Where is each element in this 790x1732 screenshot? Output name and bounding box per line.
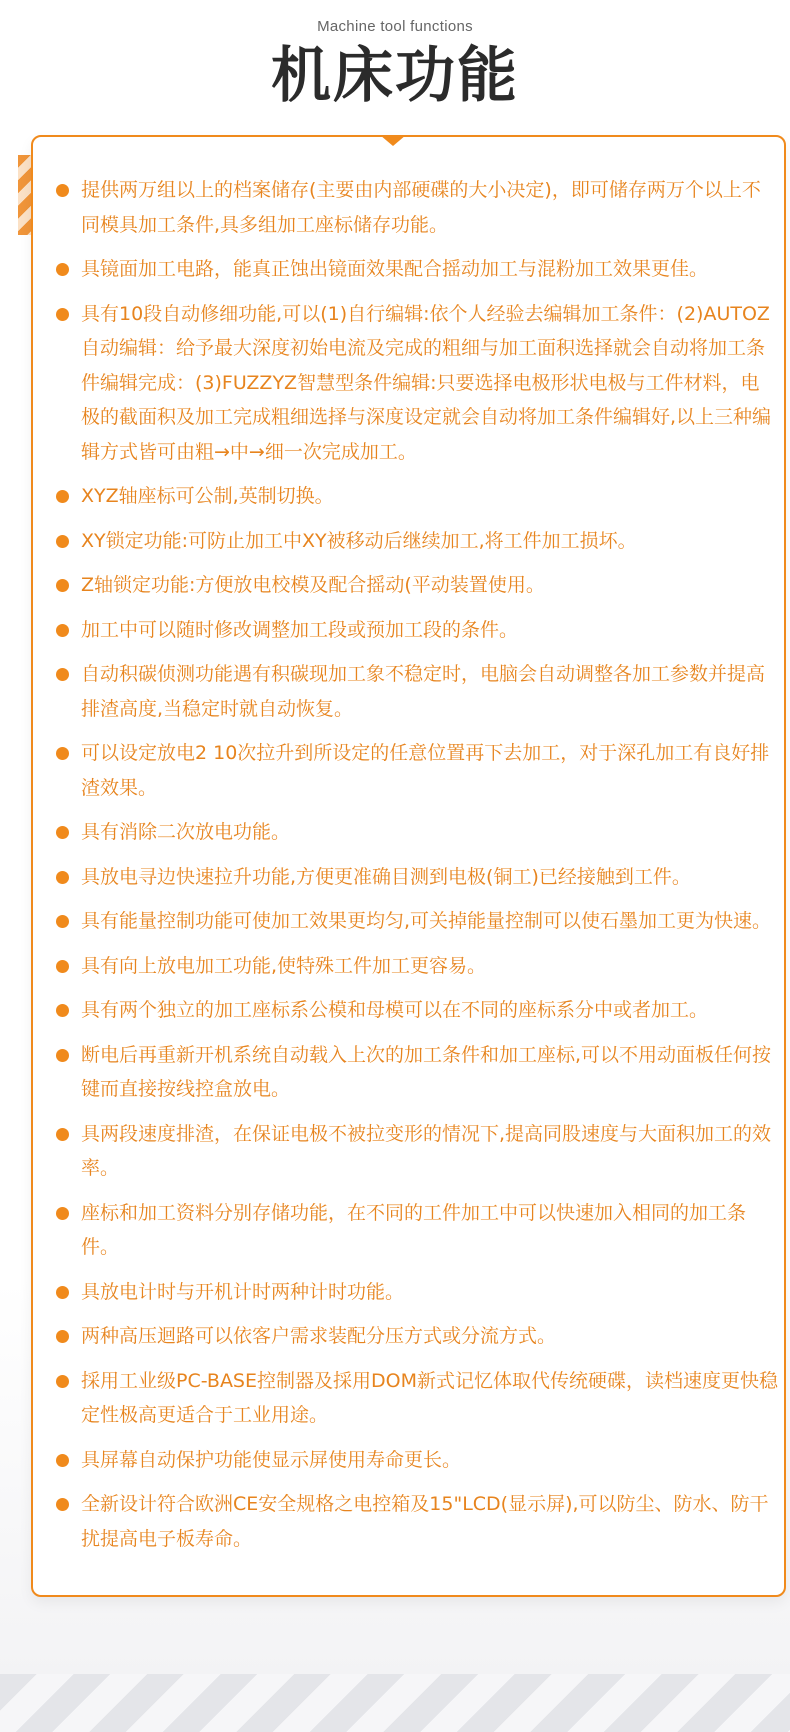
feature-text: 具有向上放电加工功能,使特殊工件加工更容易。	[81, 954, 487, 977]
bullet-dot-icon	[56, 1049, 69, 1062]
feature-item	[33, 1487, 784, 1556]
bullet-dot-icon	[56, 1207, 69, 1220]
bullet-dot-icon	[56, 184, 69, 197]
feature-text: 提供两万组以上的档案储存(主要由内部硬碟的大小决定)，即可储存两万个以上不同模具加工条件,具多组加工座标储存功能。	[81, 179, 761, 236]
section-subtitle: Machine tool functions	[317, 18, 473, 35]
feature-text: 断电后再重新开机系统自动载入上次的加工条件和加工座标,可以不用动面板任何按键而直接按线控盒放电。	[81, 1043, 772, 1100]
feature-item	[33, 252, 784, 287]
bullet-dot-icon	[56, 1330, 69, 1343]
bullet-dot-icon	[56, 668, 69, 681]
footer-stripes	[0, 1674, 790, 1732]
section-title: 机床功能	[271, 41, 519, 111]
feature-text: 具镜面加工电路，能真正蚀出镜面效果配合摇动加工与混粉加工效果更佳。	[81, 258, 709, 280]
feature-text: 可以设定放电2 10次拉升到所设定的任意位置再下去加工，对于深孔加工有良好排渣效果。	[81, 742, 770, 799]
feature-text: 具两段速度排渣，在保证电极不被拉变形的情况下,提高同股速度与大面积加工的效率。	[81, 1122, 772, 1179]
bullet-dot-icon	[56, 747, 69, 760]
feature-text: 具有10段自动修细功能,可以(1)自行编辑:依个人经验去编辑加工条件：(2)AUTOZ自动编辑：给予最大深度初始电流及完成的粗细与加工面积选择就会自动将加工条件编辑完成：(3)FUZZYZ智慧型条件编辑:只要选择电极形状电极与工件材料，电极的截面积及加工完成粗细选择与深度设定就会自动将加工条件编辑好,以上三种编辑方式皆可由粗→中→细一次完成加工。	[81, 302, 772, 463]
feature-item	[33, 1038, 784, 1107]
feature-text: 具放电寻边快速拉升功能,方便更准确目测到电极(铜工)已经接触到工件。	[81, 865, 691, 888]
feature-text: Z轴锁定功能:方便放电校模及配合摇动(平动装置使用。	[81, 574, 545, 596]
feature-text: 具有两个独立的加工座标系公模和母模可以在不同的座标系分中或者加工。	[81, 999, 709, 1021]
bullet-dot-icon	[56, 1454, 69, 1467]
feature-text: 具有消除二次放电功能。	[81, 821, 291, 843]
bullet-dot-icon	[56, 1375, 69, 1388]
feature-item	[33, 1117, 784, 1186]
bullet-dot-icon	[56, 960, 69, 973]
bullet-dot-icon	[56, 579, 69, 592]
feature-item	[33, 860, 784, 895]
feature-item	[33, 524, 784, 559]
feature-item	[33, 949, 784, 984]
bullet-dot-icon	[56, 871, 69, 884]
feature-item	[33, 904, 784, 939]
bullet-dot-icon	[56, 1128, 69, 1141]
bullet-dot-icon	[56, 1286, 69, 1299]
feature-text: 採用工业级PC-BASE控制器及採用DOM新式记忆体取代传统硬碟，读档速度更快稳定性极高更适合于工业用途。	[81, 1369, 778, 1426]
feature-item	[33, 173, 784, 242]
feature-item	[33, 1275, 784, 1310]
card-notch-icon	[380, 135, 406, 146]
feature-item	[33, 1364, 784, 1433]
feature-text: 加工中可以随时修改调整加工段或预加工段的条件。	[81, 618, 519, 641]
feature-text: 两种高压迴路可以依客户需求装配分压方式或分流方式。	[81, 1325, 557, 1347]
feature-item	[33, 1319, 784, 1354]
feature-item	[33, 657, 784, 726]
bullet-dot-icon	[56, 1004, 69, 1017]
feature-card	[31, 135, 786, 1597]
feature-item	[33, 1196, 784, 1265]
feature-item	[33, 568, 784, 603]
feature-text: 具屏幕自动保护功能使显示屏使用寿命更长。	[81, 1448, 462, 1471]
feature-text: 座标和加工资料分别存储功能，在不同的工件加工中可以快速加入相同的加工条件。	[81, 1201, 747, 1258]
feature-item	[33, 613, 784, 648]
bullet-dot-icon	[56, 624, 69, 637]
feature-list	[33, 173, 784, 1566]
bullet-dot-icon	[56, 490, 69, 503]
feature-text: 具放电计时与开机计时两种计时功能。	[81, 1280, 405, 1303]
feature-text: XY锁定功能:可防止加工中XY被移动后继续加工,将工件加工损坏。	[81, 529, 637, 552]
feature-text: 全新设计符合欧洲CE安全规格之电控箱及15"LCD(显示屏),可以防尘、防水、防干扰提高电子板寿命。	[81, 1493, 769, 1550]
bullet-dot-icon	[56, 915, 69, 928]
feature-item	[33, 1443, 784, 1478]
feature-text: 具有能量控制功能可使加工效果更均匀,可关掉能量控制可以使石墨加工更为快速。	[81, 910, 772, 932]
feature-item	[33, 297, 784, 470]
feature-item	[33, 736, 784, 805]
bullet-dot-icon	[56, 308, 69, 321]
bullet-dot-icon	[56, 263, 69, 276]
feature-item	[33, 815, 784, 850]
feature-text: 自动积碳侦测功能遇有积碳现加工象不稳定时，电脑会自动调整各加工参数并提高排渣高度,当稳定时就自动恢复。	[81, 663, 766, 720]
bullet-dot-icon	[56, 826, 69, 839]
bullet-dot-icon	[56, 535, 69, 548]
feature-item	[33, 479, 784, 514]
feature-item	[33, 993, 784, 1028]
bullet-dot-icon	[56, 1498, 69, 1511]
feature-text: XYZ轴座标可公制,英制切换。	[81, 485, 334, 507]
